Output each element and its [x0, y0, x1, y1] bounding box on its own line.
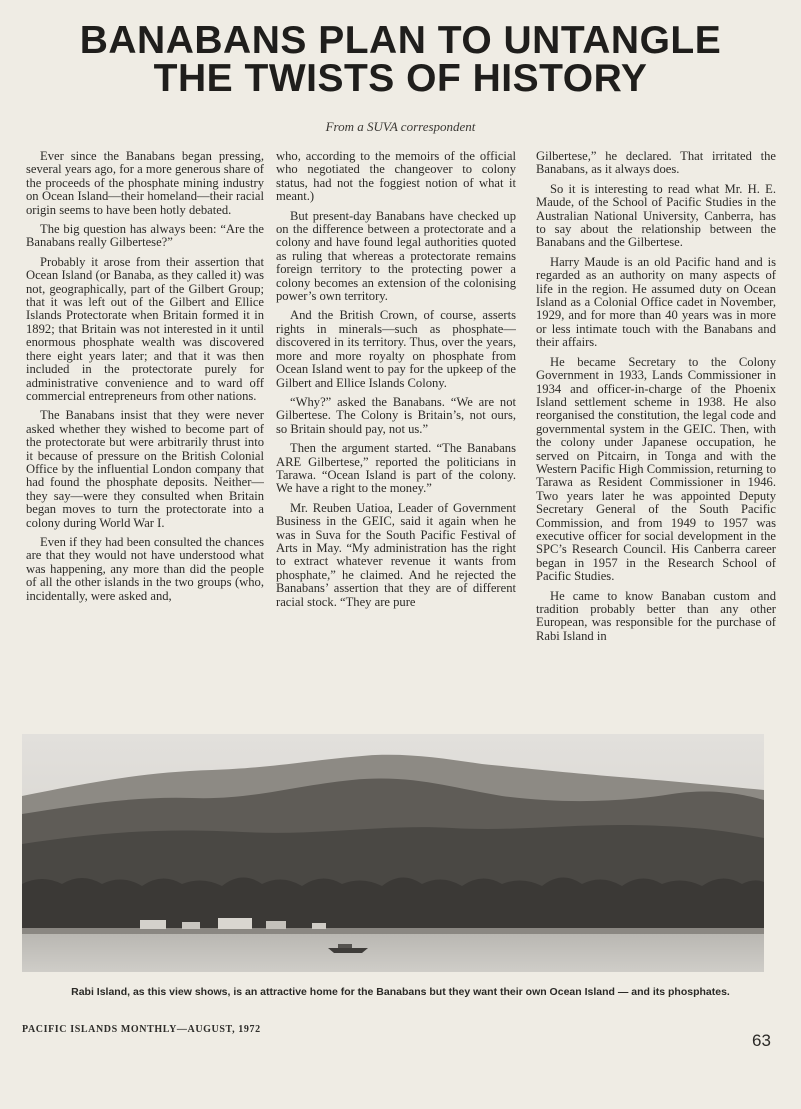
- text-column-3: [536, 150, 776, 710]
- paragraph: “Why?” asked the Banabans. “We are not Gilbertese. The Colony is Britain’s, not ours, so Britain should pay, not us.”: [276, 394, 516, 436]
- paragraph: He came to know Banaban custom and tradition probably better than any other European, was responsible for the purchase of Rabi Island in: [536, 588, 776, 643]
- paragraph: The Banabans insist that they were never asked whether they wished to become part of the protectorate but were arbitrarily thrust into it because of pressure on the British Colonial Office by the influential London company that had found the phosphate deposits. Neither—they say—were they consulted when Britain began moves to turn the protectorate into a colony during World War I.: [26, 408, 264, 530]
- paragraph: Then the argument started. “The Banabans ARE Gilbertese,” reported the politicians in Tarawa. “Ocean Island is part of the colony. We have a right to the money.”: [276, 441, 516, 496]
- paragraph: Probably it arose from their assertion that Ocean Island (or Banaba, as they called it) was not, geographically, part of the Gilbert Group; that it was left out of the Gilbert and Ellice Islands Protectorate when Britain formed it in 1892; that Britain was not interested in it until enormous phosphate wealth was discovered there eight years later; and that it was then included in the protectorate purely for administrative convenience and to ward off commercial entrepreneurs from other nations.: [26, 254, 264, 403]
- paragraph: Harry Maude is an old Pacific hand and is regarded as an authority on many aspects of life in the region. He assumed duty on Ocean Island as a Colonial Office cadet in November, 1929, and for more than 40 years was in more or less intimate touch with the Banabans and their affairs.: [536, 254, 776, 350]
- photo-caption: Rabi Island, as this view shows, is an attractive home for the Banabans but they want their own Ocean Island — and its phosphates.: [71, 986, 730, 998]
- text-column-1: [26, 150, 264, 710]
- text-column-2: [276, 150, 516, 710]
- publication-footer: PACIFIC ISLANDS MONTHLY—AUGUST, 1972: [22, 1024, 261, 1035]
- paragraph: The big question has always been: “Are the Banabans really Gilbertese?”: [26, 222, 264, 250]
- paragraph: Even if they had been consulted the chances are that they would not have understood what was happening, any more than did the people of all the other islands in the two groups (who, incidentally, were asked and,: [26, 534, 264, 603]
- paragraph: But present-day Banabans have checked up on the difference between a protectorate and a colony and have found legal authorities quoted as ruling that whereas a protectorate remains foreign territory to the protecting power a colony becomes an extension of the colonising power’s own territory.: [276, 208, 516, 304]
- paragraph: Ever since the Banabans began pressing, several years ago, for a more generous share of the proceeds of the phosphate mining industry on Ocean Island—their homeland—their racial origin seems to have been hotly debated.: [26, 150, 264, 217]
- page-number: 63: [752, 1031, 771, 1050]
- article-byline: From a SUVA correspondent: [325, 119, 476, 134]
- paragraph: So it is interesting to read what Mr. H. E. Maude, of the School of Pacific Studies in the Australian National University, Canberra, has to say about the relationship between the Banabans and the Gilbertese.: [536, 181, 776, 250]
- paragraph: Gilbertese,” he declared. That irritated the Banabans, as it always does.: [536, 150, 776, 177]
- paragraph: Mr. Reuben Uatioa, Leader of Government Business in the GEIC, said it again when he was in Suva for the South Pacific Festival of Arts in May. “My administration has the right to extract whatever revenue it wants from phosphate,” he claimed. And he rejected the Banabans’ assertion that they are of different racial stock. “They are pure: [276, 500, 516, 609]
- paragraph: He became Secretary to the Colony Government in 1933, Lands Commissioner in 1934 and officer-in-charge of the Phoenix Island settlement scheme in 1938. He also reorganised the constitution, the legal code and governmental system in the GEIC. Then, with the colony under Japanese occupation, he served on Pitcairn, in Tonga and with the Western Pacific High Commission, returning to Tarawa as Resident Commissioner in 1946. Two years later he was appointed Deputy Secretary General of the South Pacific Commission, and from 1949 to 1957 was executive officer for social development in the SPC’s Research Council. His Canberra career began in 1957 in the Research School of Pacific Studies.: [536, 354, 776, 584]
- rabi-island-photo: [22, 734, 764, 972]
- paragraph: And the British Crown, of course, asserts rights in minerals—such as phosphate—discovered in its territory. Thus, over the years, more and more royalty on phosphate from Ocean Island went to pay for the upkeep of the Gilbert and Ellice Islands Colony.: [276, 308, 516, 390]
- paragraph: who, according to the memoirs of the official who negotiated the changeover to colony status, had not the foggiest notion of what it meant.): [276, 150, 516, 204]
- article-headline: BANABANS PLAN TO UNTANGLE THE TWISTS OF HISTORY: [79, 19, 722, 100]
